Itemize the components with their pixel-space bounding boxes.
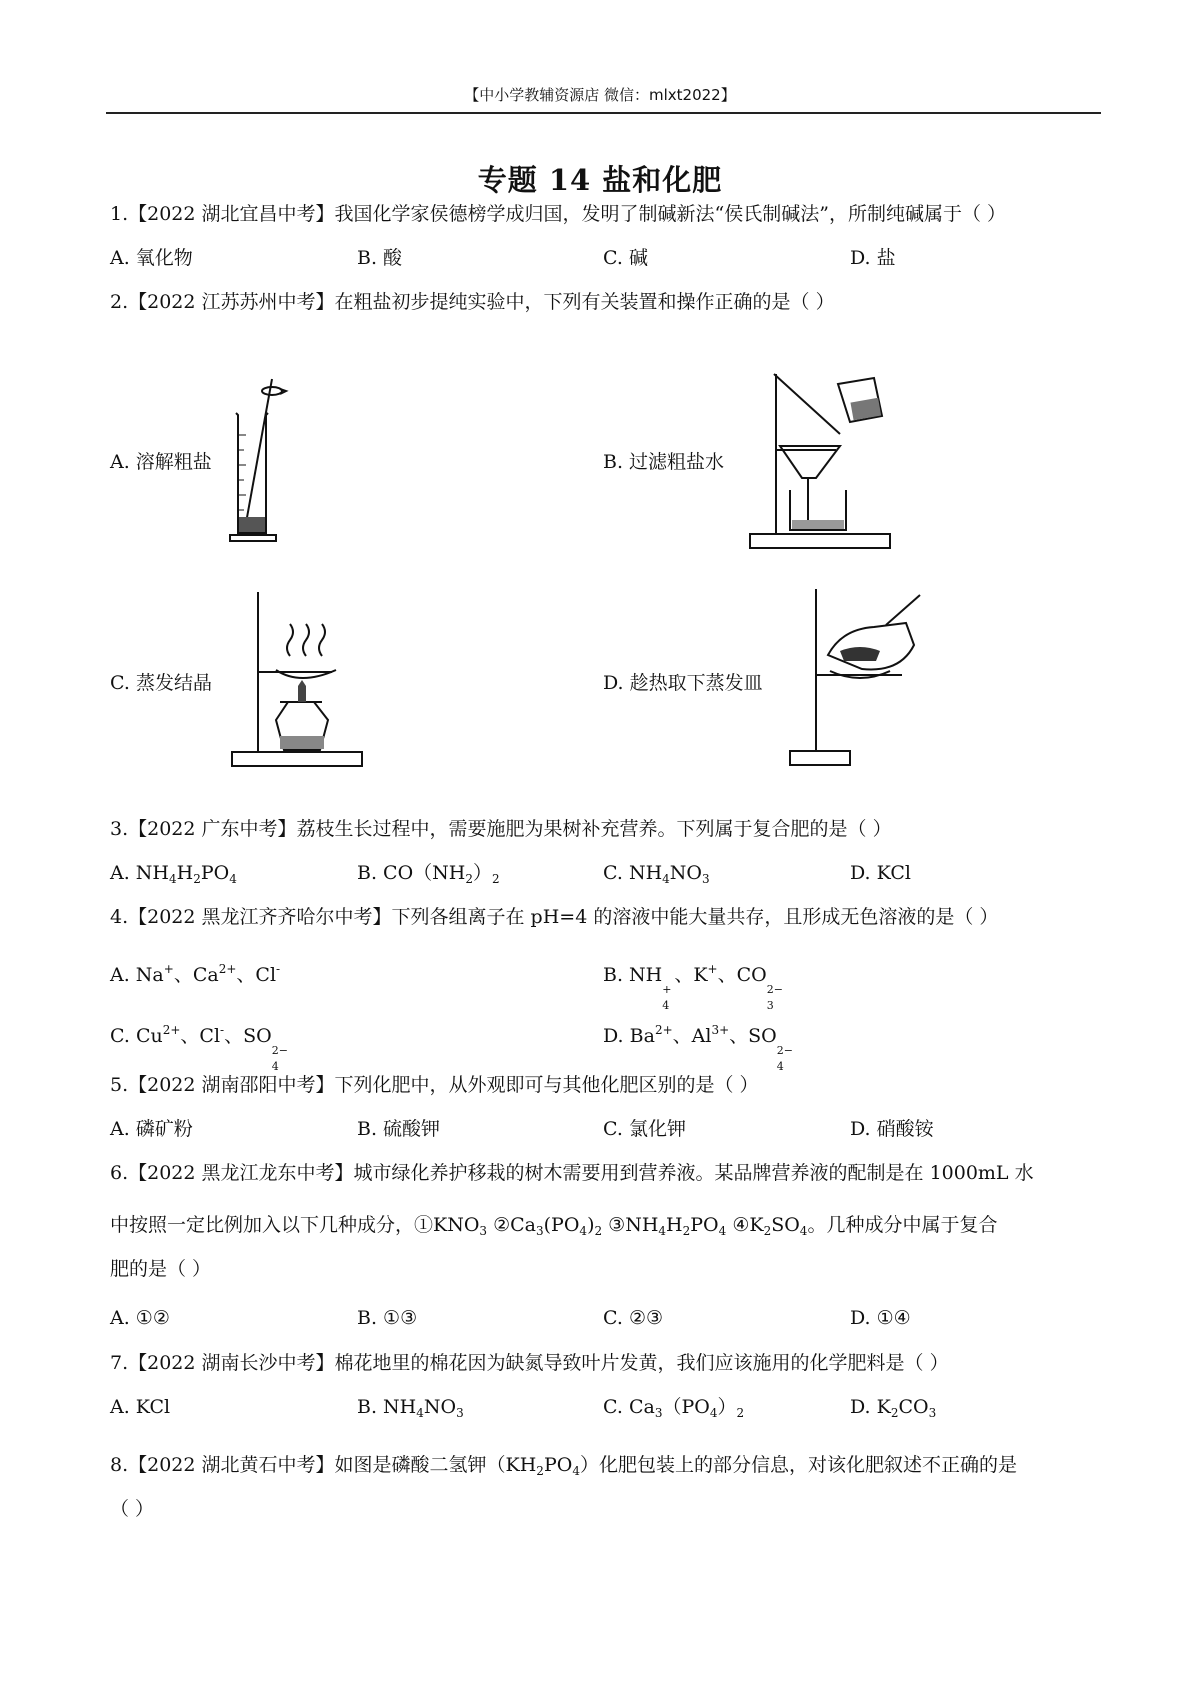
q1-option-a: A. 氧化物 — [110, 247, 193, 269]
page-title: 专题 14 盐和化肥 — [477, 163, 723, 197]
q2-option-a: A. 溶解粗盐 — [110, 451, 212, 473]
figure-filter-salt-water — [750, 370, 910, 555]
q3-option-d: D. KCl — [850, 862, 911, 884]
q1-option-b: B. 酸 — [357, 247, 403, 269]
q4-option-d: D. $Ba^{2+}$、$Al^{3+}$、SO 2− 4 — [603, 1023, 793, 1073]
question-1-stem: 1.【2022 湖北宜昌中考】我国化学家侯德榜学成归国，发明了制碱新法“侯氏制碱法”，所制纯碱属于（ ） — [110, 203, 1006, 225]
question-8-stem-line1: 8.【2022 湖北黄石中考】如图是磷酸二氢钾$(KH_2PO_4)$化肥包装上的部分信息，对该化肥叙述不正确的是 — [110, 1454, 1017, 1478]
q5-option-a: A. 磷矿粉 — [110, 1118, 193, 1140]
q6-option-a: A. ①② — [110, 1307, 170, 1329]
question-4-stem: 4.【2022 黑龙江齐齐哈尔中考】下列各组离子在 pH=4 的溶液中能大量共存，且形成无色溶液的是（ ） — [110, 906, 999, 928]
header-rule — [106, 112, 1101, 114]
question-7-stem: 7.【2022 湖南长沙中考】棉花地里的棉花因为缺氮导致叶片发黄，我们应该施用的化学肥料是（ ） — [110, 1352, 949, 1374]
q3-option-b: B. $CO(NH_2)_2$ — [357, 862, 500, 886]
q5-option-b: B. 硫酸钾 — [357, 1118, 441, 1140]
q7-option-d: D. $K_2CO_3$ — [850, 1396, 937, 1420]
q3-option-c: C. $NH_4NO_3$ — [603, 862, 710, 886]
q5-option-d: D. 硝酸铵 — [850, 1118, 934, 1140]
q4-option-a: A. Na+、$Ca^{2+}$、Cl- — [110, 962, 281, 986]
figure-dissolve-crude-salt — [230, 375, 310, 545]
q6-option-b: B. ①③ — [357, 1307, 418, 1329]
q3-option-a: A. $NH_4H_2PO_4$ — [110, 862, 237, 886]
question-5-stem: 5.【2022 湖南邵阳中考】下列化肥中，从外观即可与其他化肥区别的是（ ） — [110, 1074, 759, 1096]
question-2-stem: 2.【2022 江苏苏州中考】在粗盐初步提纯实验中，下列有关装置和操作正确的是（ ） — [110, 291, 835, 313]
q7-option-b: B. $NH_4NO_3$ — [357, 1396, 464, 1420]
q6-option-c: C. ②③ — [603, 1307, 664, 1329]
page-header: 【中小学教辅资源店 微信：mlxt2022】 — [464, 86, 736, 104]
q5-option-c: C. 氯化钾 — [603, 1118, 686, 1140]
question-8-stem-line2: （ ） — [110, 1498, 155, 1520]
q2-option-c: C. 蒸发结晶 — [110, 672, 212, 694]
q7-option-a: A. KCl — [110, 1396, 171, 1418]
q1-option-c: C. 碱 — [603, 247, 648, 269]
q4-option-b: B. NH + 4 、K+、CO 2− 3 — [603, 962, 783, 1012]
figure-evaporate-crystallize — [232, 590, 372, 770]
q4-option-c: C. $Cu^{2+}$、Cl-、SO 2− 4 — [110, 1023, 288, 1073]
figure-remove-dish-hot — [790, 585, 950, 770]
question-3-stem: 3.【2022 广东中考】荔枝生长过程中，需要施肥为果树补充营养。下列属于复合肥的是（ ） — [110, 818, 892, 840]
q7-option-c: C. $Ca_3(PO_4)_2$ — [603, 1396, 745, 1420]
q1-option-d: D. 盐 — [850, 247, 896, 269]
question-6-stem-line1: 6.【2022 黑龙江龙东中考】城市绿化养护移栽的树木需要用到营养液。某品牌营养液的配制是在 1000mL 水 — [110, 1162, 1034, 1184]
q2-option-b: B. 过滤粗盐水 — [603, 451, 725, 473]
q2-option-d: D. 趁热取下蒸发皿 — [603, 672, 763, 694]
question-6-stem-line2: 中按照一定比例加入以下几种成分，$①KNO_3$ $②Ca_3(PO_4)_2$ $③NH_4H_2PO_4$ $④K_2SO_4$。几种成分中属于复合 — [110, 1214, 998, 1238]
question-6-stem-line3: 肥的是（ ） — [110, 1258, 212, 1280]
q6-option-d: D. ①④ — [850, 1307, 911, 1329]
